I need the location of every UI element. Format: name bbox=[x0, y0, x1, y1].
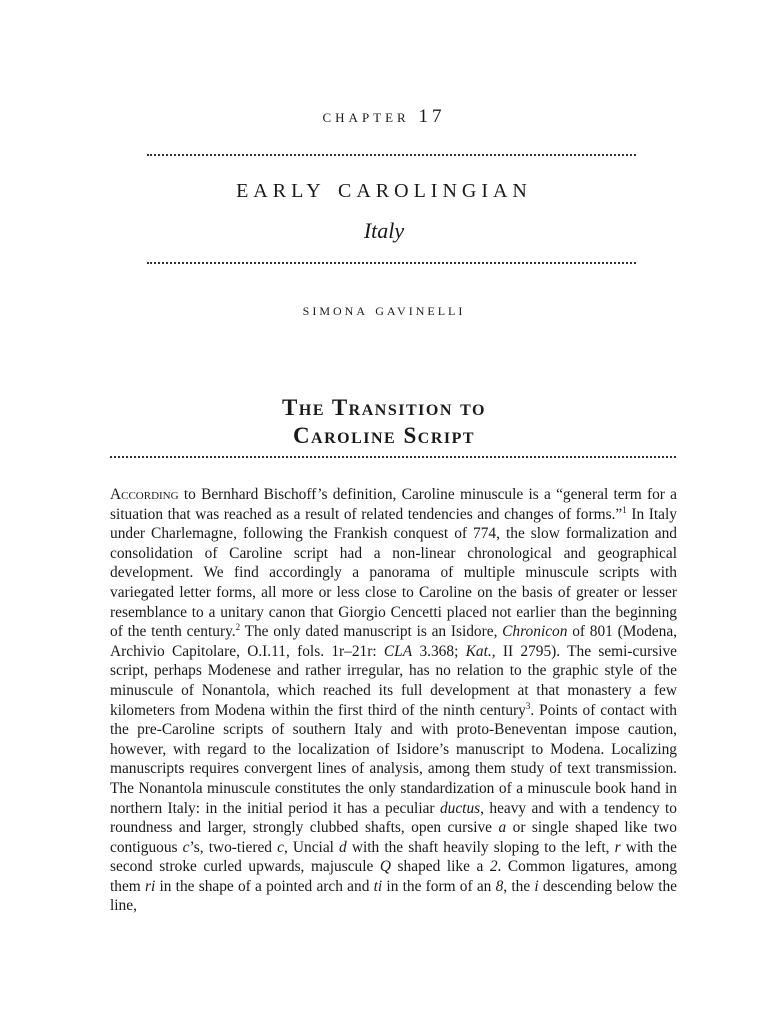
text-run: , heavy and with a tendency to roundness and larger, strongly clubbed shafts, open cursive bbox=[110, 799, 677, 837]
italic-text: 8 bbox=[495, 877, 504, 895]
footnote-ref-2[interactable]: 2 bbox=[235, 622, 241, 633]
text-run: descending below the line, bbox=[110, 877, 677, 915]
italic-text: d bbox=[339, 838, 347, 856]
italic-text: CLA bbox=[383, 642, 413, 660]
text-run: of 801 (Modena, Archivio Capitolare, O.I.11, fols. 1r–21r: bbox=[110, 623, 677, 660]
text-run: The only dated manuscript is an Isidore, bbox=[240, 623, 503, 641]
divider-dotted-top bbox=[147, 154, 636, 156]
italic-text: 2 bbox=[489, 858, 498, 876]
italic-text: Kat. bbox=[465, 642, 492, 660]
section-heading bbox=[0, 394, 768, 450]
italic-text: ductus bbox=[439, 799, 481, 817]
author-name: simona gavinelli bbox=[302, 300, 466, 319]
text-run: shaped like a bbox=[391, 858, 490, 876]
italic-text: a bbox=[498, 819, 507, 837]
italic-text: Q bbox=[379, 858, 392, 876]
text-run: in the form of an bbox=[382, 877, 496, 895]
text-run: ’s, two-tiered bbox=[189, 838, 278, 856]
text-run: , II 2795). The semi-cursive script, perhaps Modenese and rather irregular, has no relation to the graphic style of the minuscule of Nonantola, which reached its full development at that monastery a few kilometers from Modena within the first third of the ninth century bbox=[110, 642, 678, 719]
footnote-ref-1[interactable]: 1 bbox=[622, 504, 627, 515]
italic-text: c bbox=[277, 838, 284, 856]
chapter-title: early carolingian bbox=[236, 172, 532, 204]
text-run: , the bbox=[503, 877, 535, 895]
italic-text: i bbox=[534, 877, 539, 895]
text-run: . Common ligatures, among them bbox=[110, 858, 677, 895]
chapter-label: chapter 17 bbox=[322, 106, 446, 127]
text-run: in the shape of a pointed arch and bbox=[155, 877, 374, 895]
italic-text: r bbox=[614, 838, 621, 856]
text-run: or single shaped like two contiguous bbox=[110, 819, 677, 856]
text-run: with the second stroke curled upwards, majuscule bbox=[110, 838, 677, 876]
text-run: with the shaft heavily sloping to the left, bbox=[346, 838, 615, 856]
text-run: to Bernhard Bischoff’s definition, Caroline minuscule is a “general term for a situation that was reached as a result of related tendencies and changes of forms.” bbox=[110, 486, 677, 523]
italic-text: Chronicon bbox=[502, 623, 568, 641]
footnote-ref-3[interactable]: 3 bbox=[525, 700, 531, 711]
section-heading-line-1: The Transition to bbox=[282, 395, 486, 420]
italic-text: c bbox=[182, 838, 190, 856]
text-run: 3.368; bbox=[412, 642, 466, 660]
chapter-subtitle: Italy bbox=[363, 218, 405, 243]
text-run: . Points of contact with the pre-Caroline scripts of southern Italy and with proto-Beneventan impose caution, however, with regard to the localization of Isidore’s manuscript to Modena. Localizing manuscripts requires convergent lines of analysis, among them study of text transmission. The Nonantola minuscule constitutes the only standardization of a minuscule book hand in northern Italy: in the initial period it has a peculiar bbox=[110, 701, 677, 817]
italic-text: ti bbox=[373, 877, 383, 895]
opening-word: According bbox=[110, 486, 179, 503]
divider-dotted-section bbox=[110, 456, 676, 458]
body-paragraph bbox=[110, 485, 677, 916]
divider-dotted-middle bbox=[147, 262, 636, 264]
text-run: , Uncial bbox=[283, 838, 340, 856]
section-heading-line-2: Caroline Script bbox=[292, 423, 476, 448]
italic-text: ri bbox=[145, 877, 156, 895]
text-run: In Italy under Charlemagne, following the Frankish conquest of 774, the slow formalization and consolidation of Caroline script had a non-linear chronological and geographical development. We find accordingly a panorama of multiple minuscule scripts with variegated letter forms, all more or less close to Caroline on the basis of greater or lesser resemblance to a unitary canon that Giorgio Cencetti placed not earlier than the beginning of the tenth century. bbox=[110, 505, 677, 641]
